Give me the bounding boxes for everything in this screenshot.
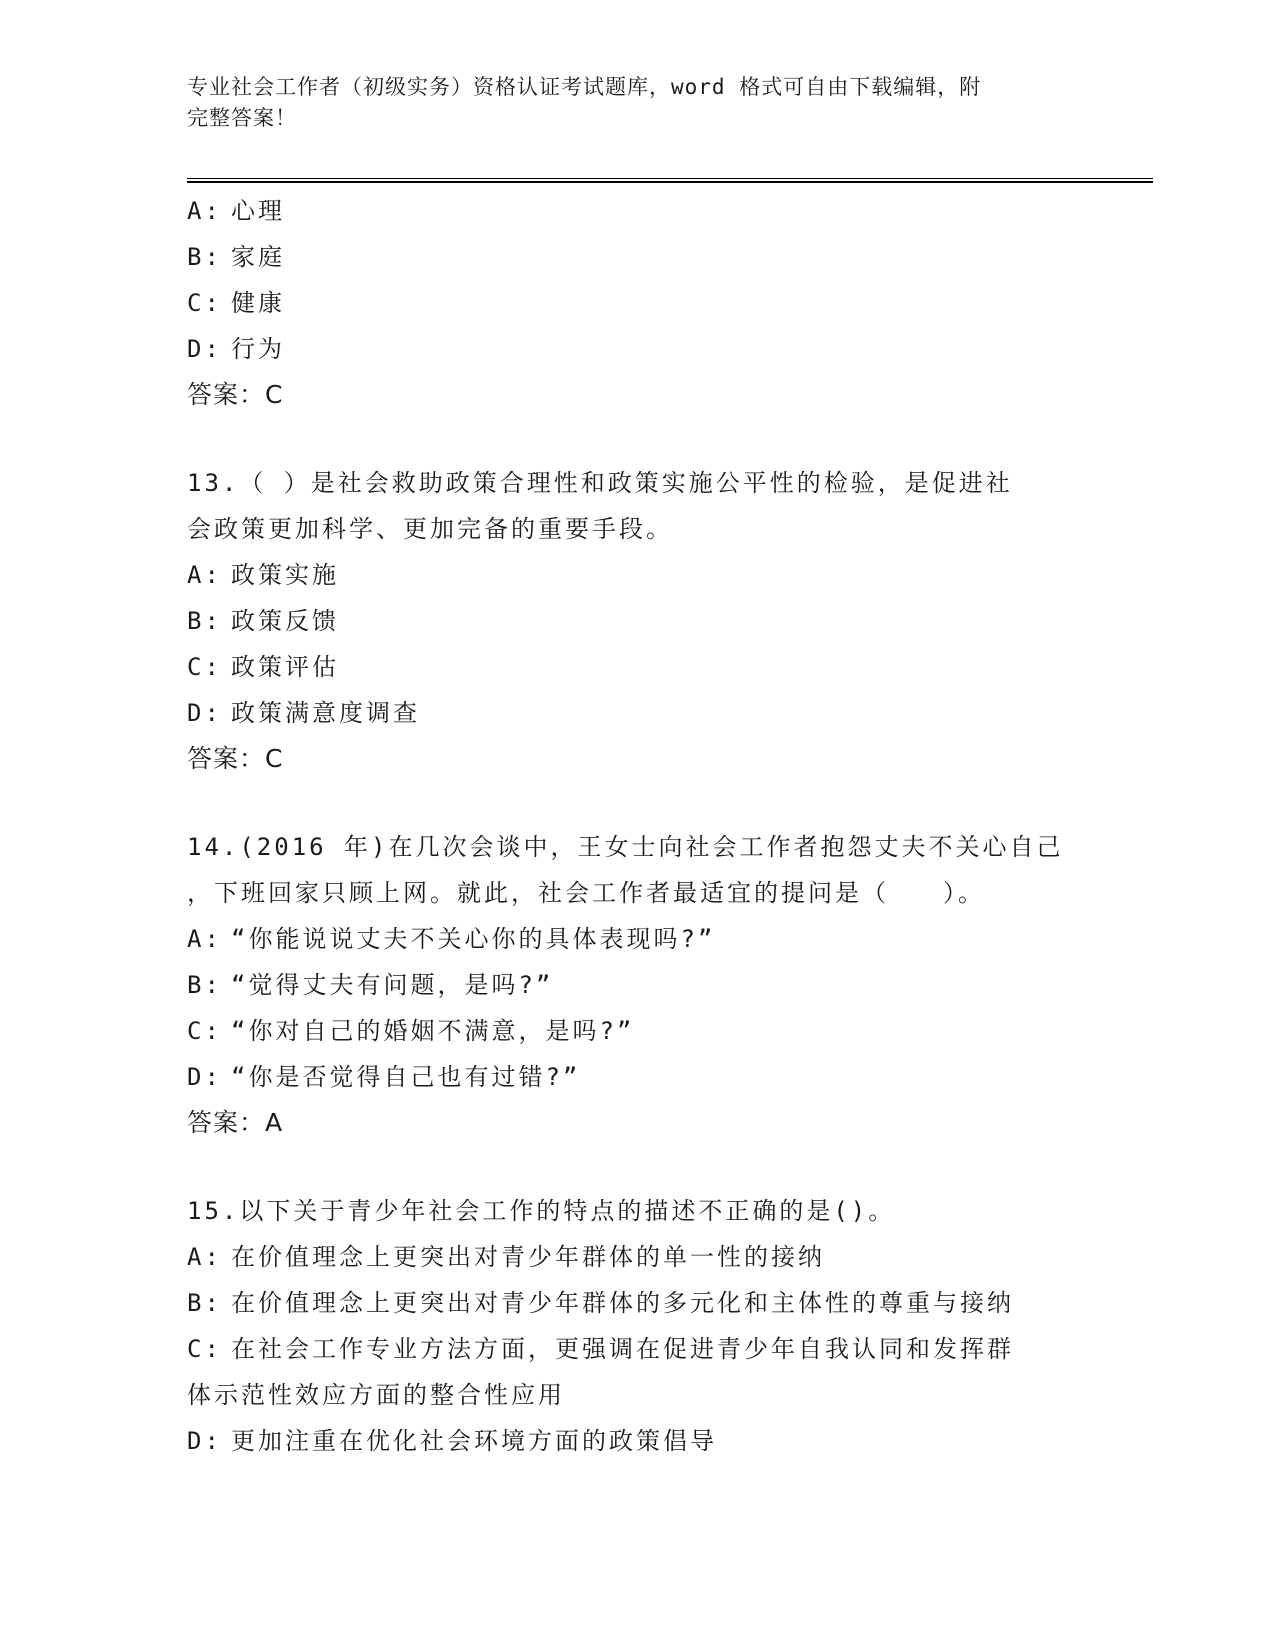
option-c-continued: 体示范性效应方面的整合性应用 bbox=[187, 1381, 565, 1409]
option-label: A: bbox=[187, 197, 222, 225]
option-label: D: bbox=[187, 1427, 222, 1455]
question-13 bbox=[187, 460, 1087, 782]
page-header bbox=[187, 72, 1087, 134]
option-b bbox=[187, 1280, 1087, 1326]
option-label: B: bbox=[187, 607, 222, 635]
document-body bbox=[187, 188, 1087, 1464]
option-label: D: bbox=[187, 335, 222, 363]
option-d bbox=[187, 326, 1087, 372]
option-c bbox=[187, 644, 1087, 690]
option-d bbox=[187, 690, 1087, 736]
option-a bbox=[187, 1234, 1087, 1280]
option-label: A: bbox=[187, 561, 222, 589]
option-label: C: bbox=[187, 1017, 222, 1045]
question-stem: 13.（ ）是社会救助政策合理性和政策实施公平性的检验，是促进社 bbox=[187, 469, 1013, 497]
question-stem-continued: ，下班回家只顾上网。就此，社会工作者最适宜的提问是（ ）。 bbox=[187, 879, 985, 907]
option-b bbox=[187, 962, 1087, 1008]
option-text: 政策反馈 bbox=[231, 607, 339, 635]
header-line-1: 专业社会工作者（初级实务）资格认证考试题库，word 格式可自由下载编辑，附 bbox=[187, 75, 982, 99]
option-text: 更加注重在优化社会环境方面的政策倡导 bbox=[231, 1427, 717, 1455]
option-a bbox=[187, 916, 1087, 962]
option-label: A: bbox=[187, 1243, 222, 1271]
option-text: “你对自己的婚姻不满意，是吗?” bbox=[231, 1017, 635, 1045]
option-text: 政策实施 bbox=[231, 561, 339, 589]
option-text: 健康 bbox=[231, 289, 285, 317]
option-label: C: bbox=[187, 653, 222, 681]
option-a bbox=[187, 188, 1087, 234]
answer: 答案：A bbox=[187, 1108, 284, 1137]
option-b bbox=[187, 234, 1087, 280]
option-text: 心理 bbox=[231, 197, 285, 225]
option-c bbox=[187, 280, 1087, 326]
option-label: B: bbox=[187, 243, 222, 271]
option-label: B: bbox=[187, 971, 222, 999]
option-d bbox=[187, 1054, 1087, 1100]
option-c bbox=[187, 1326, 1087, 1372]
option-label: A: bbox=[187, 925, 222, 953]
option-text: “觉得丈夫有问题，是吗?” bbox=[231, 971, 554, 999]
option-label: D: bbox=[187, 1063, 222, 1091]
option-label: B: bbox=[187, 1289, 222, 1317]
option-text: 政策满意度调查 bbox=[231, 699, 420, 727]
question-14 bbox=[187, 824, 1087, 1146]
option-text: 在价值理念上更突出对青少年群体的单一性的接纳 bbox=[231, 1243, 825, 1271]
question-15 bbox=[187, 1188, 1087, 1464]
option-text: “你能说说丈夫不关心你的具体表现吗?” bbox=[231, 925, 716, 953]
spacer bbox=[187, 782, 1087, 824]
answer: 答案：C bbox=[187, 380, 284, 409]
option-b bbox=[187, 598, 1087, 644]
spacer bbox=[187, 418, 1087, 460]
answer: 答案：C bbox=[187, 744, 284, 773]
option-label: C: bbox=[187, 1335, 222, 1363]
question-stem: 15.以下关于青少年社会工作的特点的描述不正确的是()。 bbox=[187, 1197, 896, 1225]
question-12 bbox=[187, 188, 1087, 418]
header-divider bbox=[187, 178, 1153, 183]
option-text: 政策评估 bbox=[231, 653, 339, 681]
option-c bbox=[187, 1008, 1087, 1054]
option-label: C: bbox=[187, 289, 222, 317]
option-text: “你是否觉得自己也有过错?” bbox=[231, 1063, 581, 1091]
option-label: D: bbox=[187, 699, 222, 727]
option-a bbox=[187, 552, 1087, 598]
question-stem-continued: 会政策更加科学、更加完备的重要手段。 bbox=[187, 515, 673, 543]
spacer bbox=[187, 1146, 1087, 1188]
option-text: 在社会工作专业方法方面，更强调在促进青少年自我认同和发挥群 bbox=[231, 1335, 1014, 1363]
option-d bbox=[187, 1418, 1087, 1464]
option-text: 行为 bbox=[231, 335, 285, 363]
question-stem: 14.(2016 年)在几次会谈中，王女士向社会工作者抱怨丈夫不关心自己 bbox=[187, 833, 1064, 861]
header-line-2: 完整答案！ bbox=[187, 106, 297, 130]
option-text: 在价值理念上更突出对青少年群体的多元化和主体性的尊重与接纳 bbox=[231, 1289, 1014, 1317]
option-text: 家庭 bbox=[231, 243, 285, 271]
